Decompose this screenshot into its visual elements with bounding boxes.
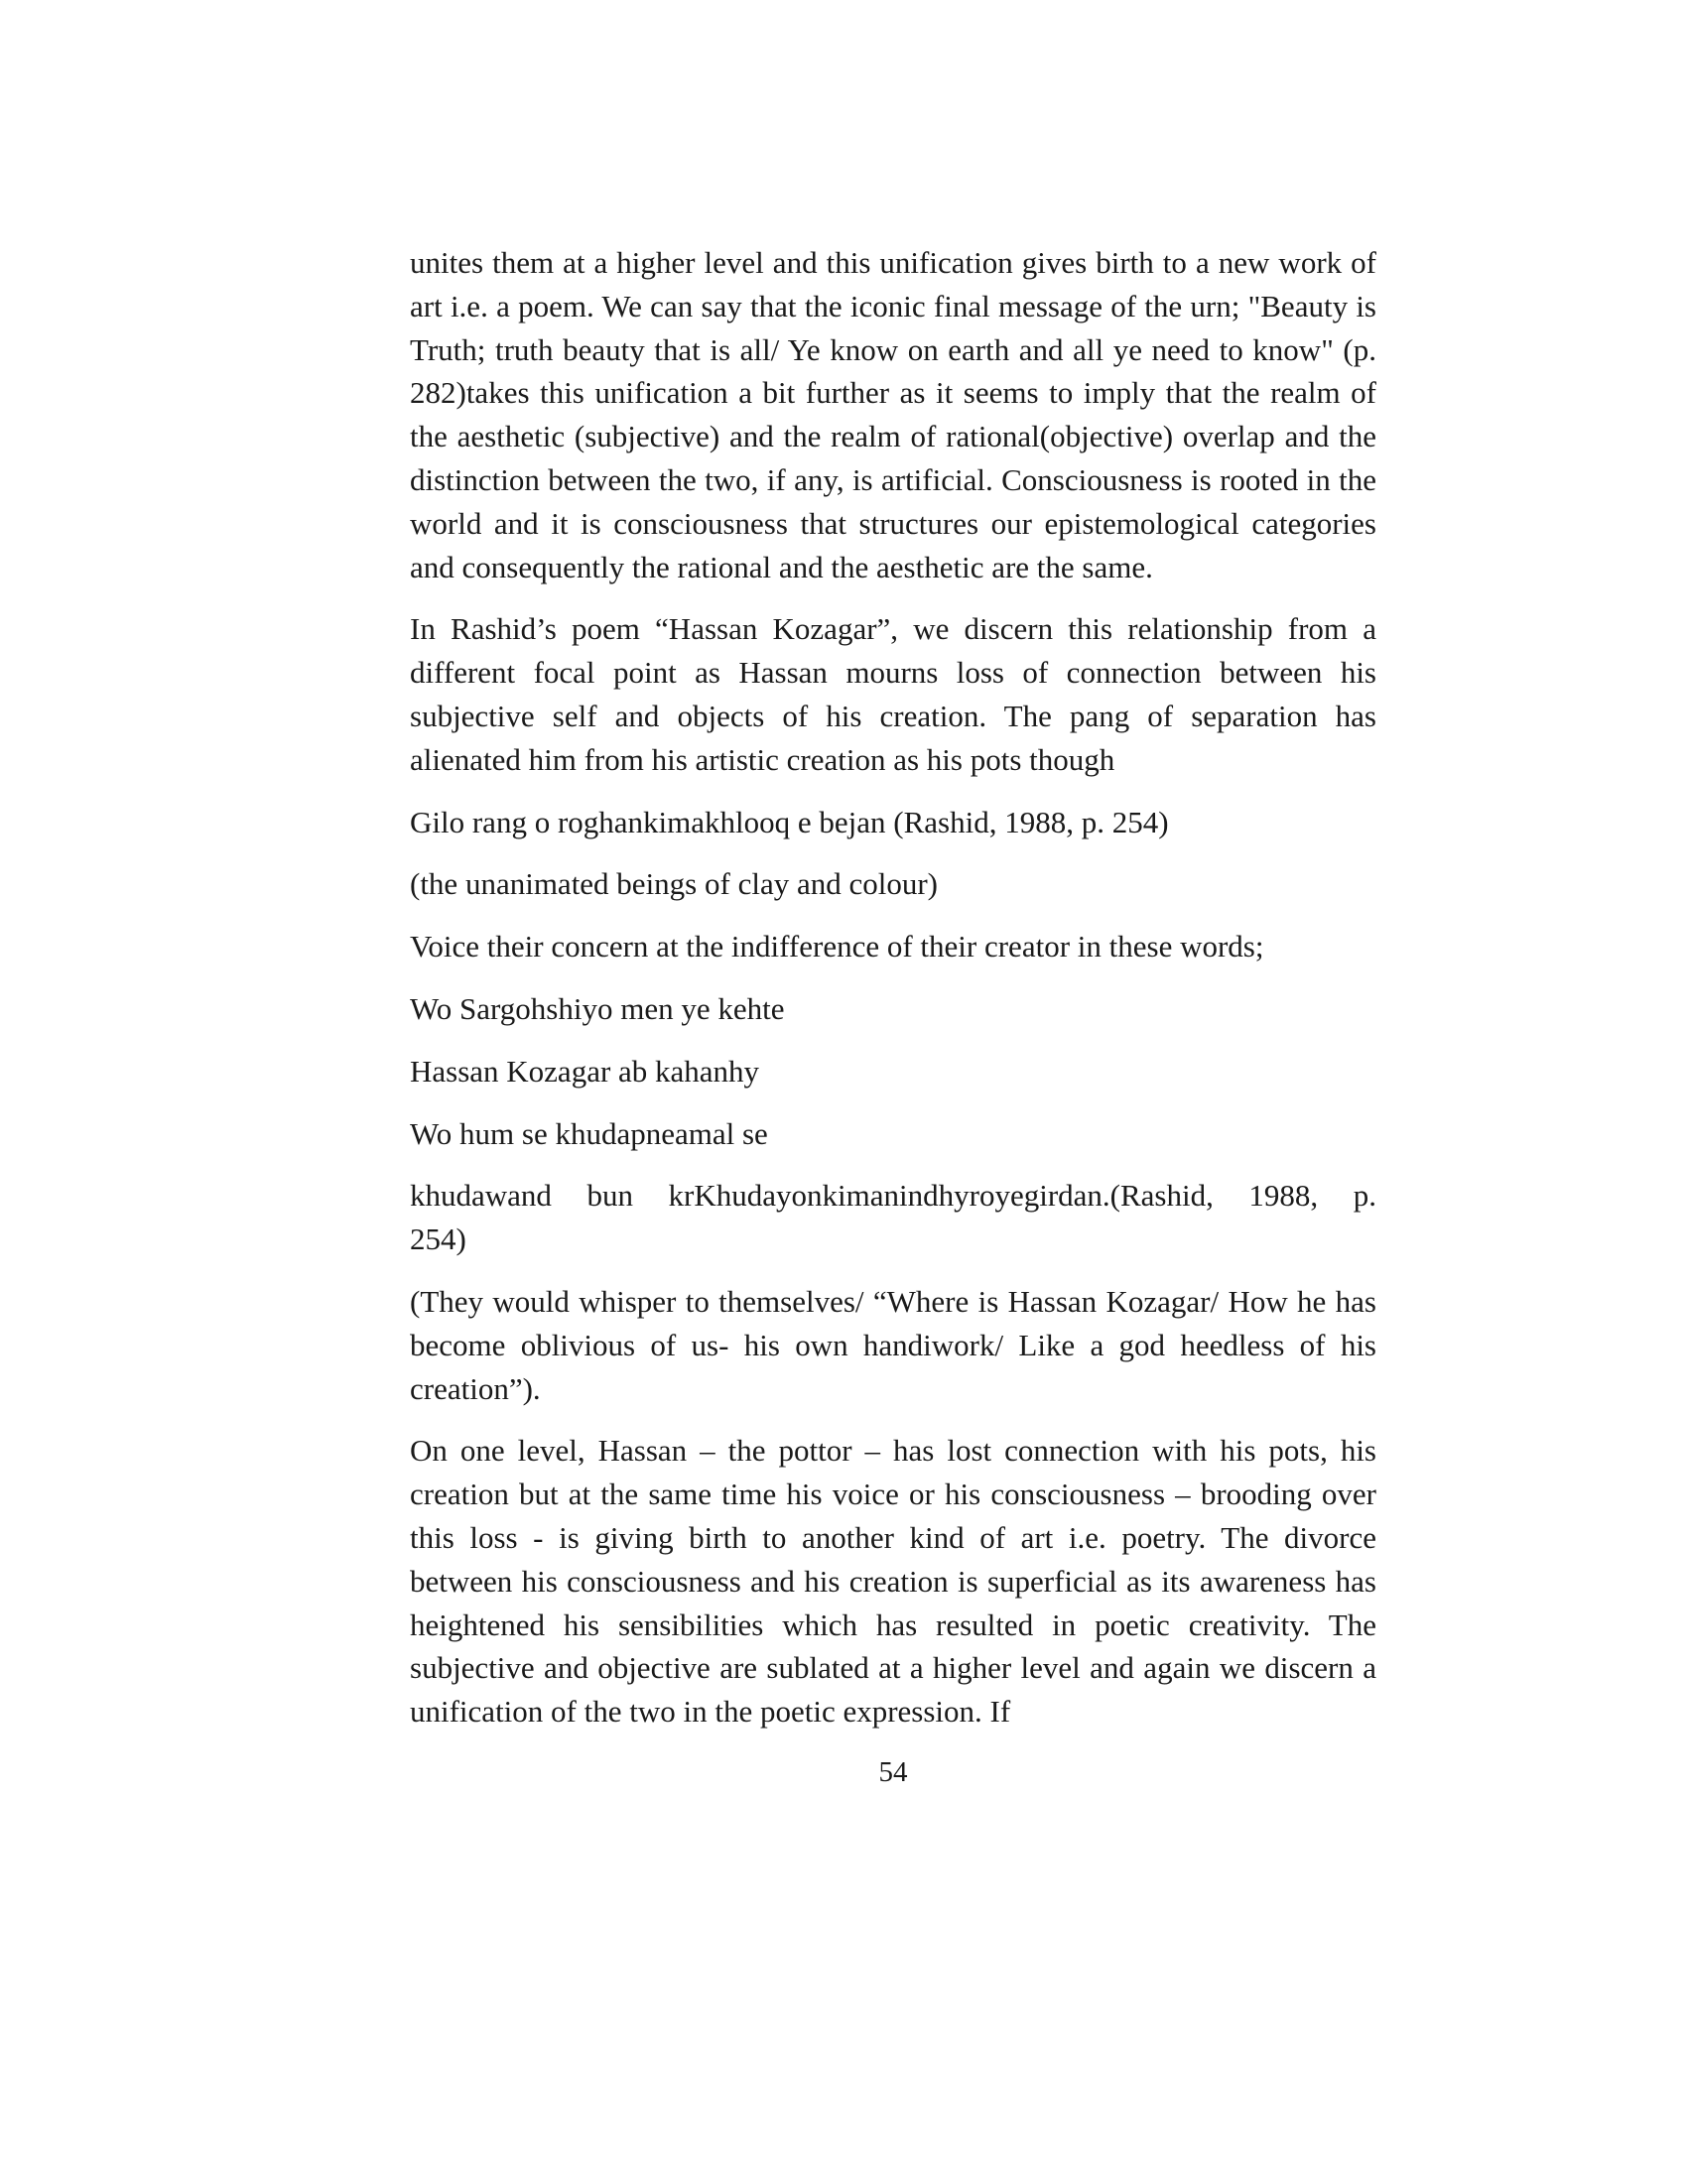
page-number: 54: [878, 1756, 908, 1788]
verse-line-gilo-rang: Gilo rang o roghankimakhlooq e bejan (Rashid, 1988, p. 254): [410, 804, 1169, 839]
verse-line-hum-se: Wo hum se khudapneamal se: [410, 1115, 768, 1151]
paragraph-voice-concern: Voice their concern at the indifference of their creator in these words;: [410, 929, 1264, 964]
paragraph-hassan-kozagar-intro: In Rashid’s poem “Hassan Kozagar”, we discern this relationship from a different focal point as Hassan mourns loss of connection between his subjective self and objects of his creation. The pang of separation has alienated him from his artistic creation as his pots though: [410, 611, 1376, 777]
verse-translation-clay-colour: (the unanimated beings of clay and colour): [410, 866, 938, 902]
verse-line-ab-kahanhy: Hassan Kozagar ab kahanhy: [410, 1053, 760, 1089]
verse-translation-whisper: (They would whisper to themselves/ “Where is Hassan Kozagar/ How he has become oblivious of us- his own handiwork/ Like a god heedless of his creation”).: [410, 1283, 1376, 1406]
verse-line-sargohshiyo: Wo Sargohshiyo men ye kehte: [410, 990, 785, 1026]
verse-line-khudawand: khudawand bun krKhudayonkimanindhyroyegirdan.(Rashid, 1988, p. 254): [410, 1178, 1376, 1257]
page-body: [410, 241, 1376, 1752]
paragraph-pottor-connection: On one level, Hassan – the pottor – has lost connection with his pots, his creation but at the same time his voice or his consciousness – brooding over this loss - is giving birth to another kind of art i.e. poetry. The divorce between his consciousness and his creation is superficial as its awareness has heightened his sensibilities which has resulted in poetic creativity. The subjective and objective are sublated at a higher level and again we discern a unification of the two in the poetic expression. If: [410, 1433, 1376, 1730]
paragraph-unification: unites them at a higher level and this unification gives birth to a new work of art i.e. a poem. We can say that the iconic final message of the urn; "Beauty is Truth; truth beauty that is all/ Ye know on earth and all ye need to know" (p. 282)takes this unification a bit further as it seems to imply that the realm of the aesthetic (subjective) and the realm of rational(objective) overlap and the distinction between the two, if any, is artificial. Consciousness is rooted in the world and it is consciousness that structures our epistemological categories and consequently the rational and the aesthetic are the same.: [410, 245, 1376, 584]
